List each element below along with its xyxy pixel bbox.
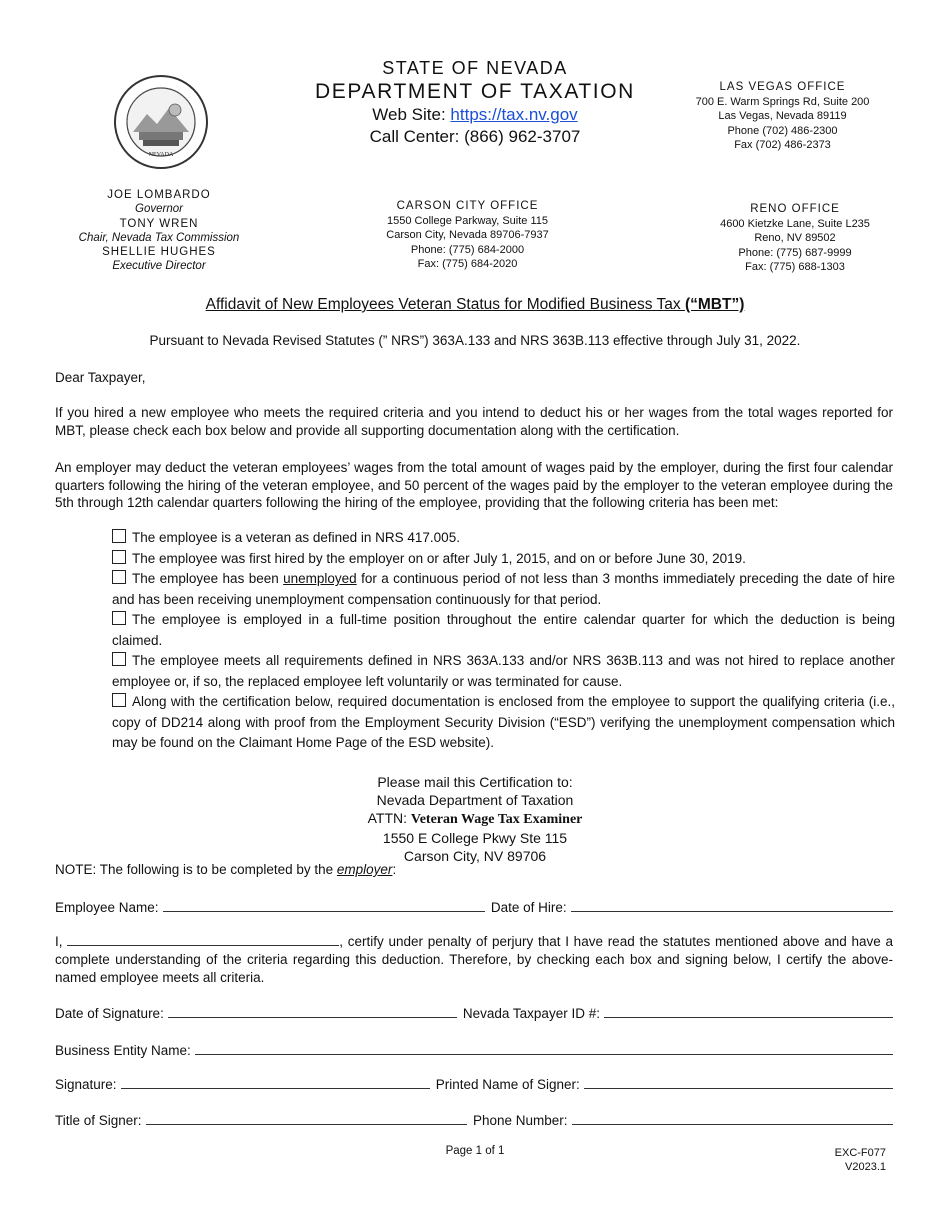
- criteria-underlined: unemployed: [283, 571, 357, 586]
- criteria-item: [112, 528, 895, 549]
- mail-line: 1550 E College Pkwy Ste 115: [382, 830, 568, 846]
- office-phone: Phone (702) 486-2300: [727, 124, 838, 137]
- mailing-address: [300, 773, 650, 865]
- official-role: Chair, Nevada Tax Commission: [78, 231, 240, 244]
- printed-name-field[interactable]: [584, 1076, 893, 1089]
- office-phone: Phone: (775) 684-2000: [410, 243, 525, 256]
- state-name: STATE OF NEVADA: [382, 58, 568, 78]
- signature-field[interactable]: [121, 1076, 430, 1089]
- taxpayer-id-label: Nevada Taxpayer ID #:: [462, 1006, 600, 1021]
- mail-line: Please mail this Certification to:: [377, 774, 573, 790]
- title-bold: (“MBT”): [684, 296, 745, 313]
- criteria-prefix: The employee has been: [132, 571, 284, 586]
- mail-attn: [300, 809, 650, 829]
- signature-row: [55, 1076, 893, 1092]
- title-of-signer-label: Title of Signer:: [55, 1113, 142, 1128]
- title-of-signer-field[interactable]: [146, 1112, 467, 1125]
- office-phone: Phone: (775) 687-9999: [738, 246, 852, 259]
- phone-number-label: Phone Number:: [473, 1113, 568, 1128]
- office-fax: Fax (702) 486-2373: [734, 139, 831, 151]
- attn-value: Veteran Wage Tax Examiner: [410, 812, 583, 827]
- official-name: TONY WREN: [119, 217, 199, 230]
- date-of-hire-label: Date of Hire:: [490, 900, 567, 915]
- office-address1: 4600 Kietzke Lane, Suite L235: [720, 217, 870, 230]
- criteria-checkbox[interactable]: [112, 550, 126, 564]
- criteria-text: for a continuous period of not less than 3 months immediately preceding the date of hire and has been receiving unemployment compensation continuously for that period.: [112, 571, 895, 607]
- cert-text: , certify under penalty of perjury that I have read the statutes mentioned above and have a complete understanding of the criteria regarding this deduction. Therefore, by checking each box and signing below, I certify the above-named employee meets all criteria.: [55, 934, 893, 985]
- page-number: Page 1 of 1: [445, 1145, 505, 1157]
- office-address1: 700 E. Warm Springs Rd, Suite 200: [695, 95, 870, 108]
- note-prefix: NOTE: The following is to be completed by the: [55, 862, 337, 877]
- criteria-checkbox[interactable]: [112, 570, 126, 584]
- criteria-checkbox[interactable]: [112, 529, 126, 543]
- office-name: RENO OFFICE: [750, 203, 840, 215]
- svg-text:NEVADA: NEVADA: [148, 152, 174, 158]
- las-vegas-office: [680, 80, 885, 153]
- note-emphasis: employer: [336, 862, 393, 877]
- official-name: JOE LOMBARDO: [107, 189, 211, 201]
- reno-office: [690, 202, 900, 275]
- date-of-signature-label: Date of Signature:: [55, 1006, 164, 1021]
- website-line: [300, 105, 650, 125]
- official-role: Governor: [135, 203, 183, 216]
- official-role: Executive Director: [112, 260, 206, 273]
- employee-name-field[interactable]: [163, 899, 485, 912]
- criteria-text: The employee is employed in a full-time position throughout the entire calendar quarter for which the deduction is being claimed.: [112, 612, 895, 648]
- date-of-hire-field[interactable]: [571, 899, 893, 912]
- website-label: Web Site:: [372, 105, 451, 124]
- criteria-item: [112, 610, 895, 651]
- paragraph-instructions: If you hired a new employee who meets the required criteria and you intend to deduct his or her wages from the total wages reported for MBT, please check each box below and provide all supporting documentation along with the certification.: [55, 405, 893, 438]
- mail-line: Carson City, NV 89706: [403, 848, 547, 864]
- office-address2: Reno, NV 89502: [754, 232, 836, 244]
- paragraph-deduction: An employer may deduct the veteran employees’ wages from the total amount of wages paid by the employer, during the first four calendar quarters following the hiring of the veteran employee, and 50 percent of the wages paid by the employer to the veteran employee during the 5th through 12th calendar quarters following the hiring of the employee, providing that the following criteria has been met:: [55, 460, 893, 510]
- criteria-checkbox[interactable]: [112, 611, 126, 625]
- employee-name-label: Employee Name:: [55, 900, 159, 915]
- business-entity-label: Business Entity Name:: [55, 1043, 191, 1058]
- department-name: DEPARTMENT OF TAXATION: [315, 80, 635, 103]
- criteria-checkbox[interactable]: [112, 693, 126, 707]
- taxpayer-id-field[interactable]: [604, 1005, 893, 1018]
- printed-name-label: Printed Name of Signer:: [435, 1077, 580, 1092]
- criteria-text: The employee was first hired by the employer on or after July 1, 2015, and on or before June 30, 2019.: [132, 550, 746, 566]
- signature-date-row: [55, 1005, 893, 1021]
- form-code-block: [780, 1146, 886, 1174]
- certification-statement: [55, 933, 893, 987]
- title-phone-row: [55, 1112, 893, 1128]
- nevada-state-seal: [113, 74, 209, 170]
- office-address2: Carson City, Nevada 89706-7937: [386, 229, 549, 241]
- criteria-text: Along with the certification below, required documentation is enclosed from the employee to support the qualifying criteria (i.e., copy of DD214 along with proof from the Employment Security Division (“ESD”) verifying the unemployment compensation which may be found on the Claimant Home Page of the ESD website).: [112, 694, 895, 750]
- criteria-item: [112, 569, 895, 610]
- call-center: Call Center: (866) 962-3707: [369, 127, 581, 146]
- employee-row: [55, 899, 893, 915]
- form-version: V2023.1: [845, 1161, 886, 1173]
- title-text: Affidavit of New Employees Veteran Status for Modified Business Tax: [205, 296, 685, 313]
- pursuant-line: Pursuant to Nevada Revised Statutes (” NRS”) 363A.133 and NRS 363B.113 effective through July 31, 2022.: [149, 333, 801, 348]
- date-of-signature-field[interactable]: [168, 1005, 457, 1018]
- attn-label: ATTN:: [367, 810, 411, 826]
- criteria-item: [112, 549, 895, 570]
- business-entity-field[interactable]: [195, 1042, 893, 1055]
- certifier-name-field[interactable]: [67, 934, 339, 946]
- employer-note: [55, 862, 396, 877]
- office-name: LAS VEGAS OFFICE: [719, 81, 846, 93]
- criteria-text: The employee is a veteran as defined in NRS 417.005.: [132, 530, 460, 545]
- mail-line: Nevada Department of Taxation: [376, 792, 574, 808]
- criteria-text: The employee meets all requirements defined in NRS 363A.133 and/or NRS 363B.113 and was not hired to replace another employee or, if so, the replaced employee left voluntarily or was terminated for cause.: [112, 653, 895, 689]
- signature-label: Signature:: [55, 1077, 117, 1092]
- office-address1: 1550 College Parkway, Suite 115: [386, 214, 549, 227]
- office-name: CARSON CITY OFFICE: [396, 200, 539, 212]
- criteria-list: [112, 528, 895, 754]
- office-address2: Las Vegas, Nevada 89119: [718, 110, 847, 122]
- official-name: SHELLIE HUGHES: [102, 246, 216, 259]
- note-suffix: :: [392, 862, 397, 877]
- document-title: [60, 296, 890, 314]
- business-entity-row: [55, 1042, 893, 1058]
- office-fax: Fax: (775) 684-2020: [417, 258, 518, 270]
- form-code: EXC-F077: [834, 1147, 886, 1159]
- officials-list: [70, 188, 248, 274]
- criteria-item: [112, 692, 895, 754]
- website-link[interactable]: https://tax.nv.gov: [450, 105, 578, 124]
- carson-city-office: [370, 199, 565, 272]
- salutation: Dear Taxpayer,: [55, 370, 146, 385]
- criteria-checkbox[interactable]: [112, 652, 126, 666]
- phone-number-field[interactable]: [572, 1112, 893, 1125]
- cert-prefix: I,: [55, 934, 63, 949]
- criteria-item: [112, 651, 895, 692]
- office-fax: Fax: (775) 688-1303: [745, 261, 845, 273]
